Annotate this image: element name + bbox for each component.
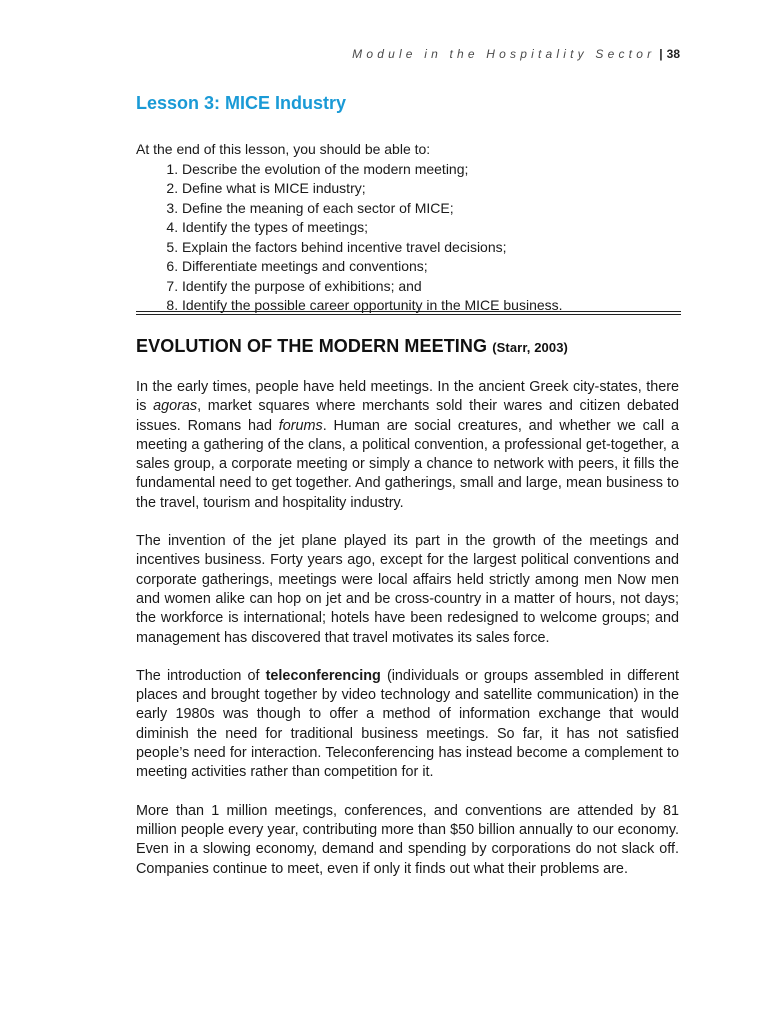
- paragraph-3-text-a: The introduction of: [136, 667, 266, 684]
- objective-item: 3. Define the meaning of each sector of MICE;: [182, 199, 681, 219]
- term-agoras: agoras: [153, 398, 198, 415]
- objective-item: 7. Identify the purpose of exhibitions; and: [182, 277, 681, 297]
- objective-item: 2. Define what is MICE industry;: [182, 179, 681, 199]
- objective-item: 1. Describe the evolution of the modern meeting;: [182, 160, 681, 180]
- header-separator: |: [659, 47, 663, 61]
- paragraph-1-text-a: In the early times, people have held meetings. In the ancient Greek city-states, there is: [136, 379, 679, 415]
- learning-objectives: [136, 140, 681, 316]
- section-divider: [136, 311, 681, 315]
- term-forums: forums: [278, 417, 323, 434]
- paragraph-1-text-c: . Human are social creatures, and whether we call a meeting a gathering of the clans, a political convention, a professional get-together, a sales group, a corporate meeting or simply a chance to network with peers, it fills the fundamental need to get together. And gatherings, small and large, mean business to the travel, tourism and hospitality industry.: [136, 417, 679, 511]
- section-title: EVOLUTION OF THE MODERN MEETING: [136, 336, 488, 356]
- paragraph-3: [136, 667, 679, 783]
- running-header: [352, 47, 680, 61]
- lesson-title: Lesson 3: MICE Industry: [136, 93, 347, 113]
- module-title: Module in the Hospitality Sector: [352, 47, 656, 61]
- paragraph-4: More than 1 million meetings, conferences, and conventions are attended by 81 million people every year, contributing more than $50 billion annually to our economy. Even in a slowing economy, demand and spending by corporations do not slack off. Companies continue to meet, even if only it finds out what their problems are.: [136, 802, 679, 877]
- paragraph-1-text-b: , market squares where merchants sold their wares and citizen debated issues. Romans had: [136, 398, 679, 434]
- term-teleconferencing: teleconferencing: [265, 667, 381, 684]
- objectives-intro: At the end of this lesson, you should be able to:: [136, 141, 431, 157]
- paragraph-3-text-b: (individuals or groups assembled in different places and brought together by video technology and satellite communication) in the early 1980s was though to offer a method of information exchange that would diminish the need for traditional business meetings. So far, it has not satisfied people’s need for interaction. Teleconferencing has instead become a complement to meeting activities rather than competition for it.: [136, 667, 679, 781]
- section-heading: [136, 336, 568, 357]
- objective-item: 5. Explain the factors behind incentive travel decisions;: [182, 238, 681, 258]
- objective-item: 6. Differentiate meetings and conventions;: [182, 257, 681, 277]
- page-number: 38: [666, 47, 680, 61]
- paragraph-2: The invention of the jet plane played its part in the growth of the meetings and incentives business. Forty years ago, except for the largest political conventions and corporate gatherings, meetings were local affairs held strictly among men Now men and women alike can hop on jet and be cross-country in a matter of hours, not days; the workforce is international; hotels have been redesigned to welcome groups; and management has discovered that travel motivates its sales force.: [136, 533, 679, 646]
- objective-item: 4. Identify the types of meetings;: [182, 218, 681, 238]
- objective-item: 8. Identify the possible career opportunity in the MICE business.: [182, 296, 681, 316]
- objectives-list: [136, 160, 681, 316]
- paragraph-1: [136, 378, 679, 513]
- section-citation: (Starr, 2003): [492, 340, 568, 355]
- body-text: [136, 378, 679, 898]
